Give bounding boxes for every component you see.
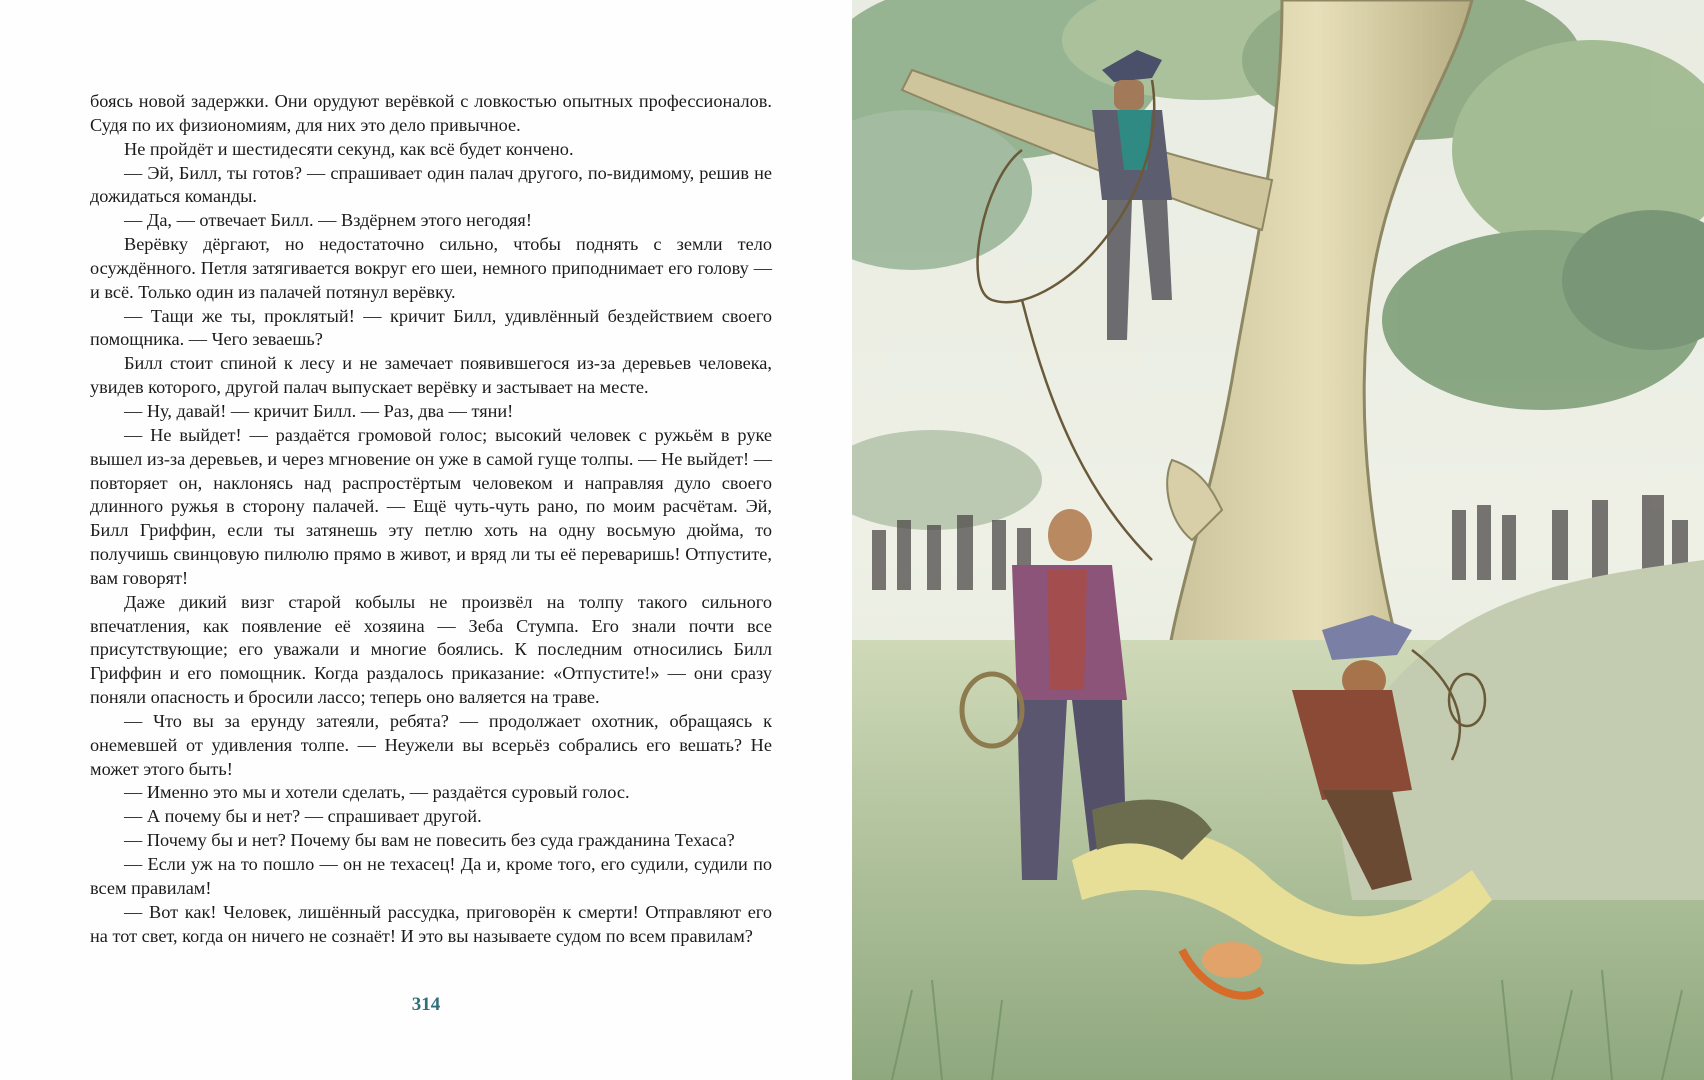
paragraph: — Тащи же ты, проклятый! — кричит Билл, удивлённый бездействием своего помощника. — Чего зеваешь? [90, 305, 772, 350]
paragraph: боясь новой задержки. Они орудуют верёвкой с ловкостью опытных профессионалов. Судя по их физиономиям, для них это дело привычное. [90, 91, 772, 135]
paragraph: — Что вы за ерунду затеяли, ребята? — продолжает охотник, обращаясь к онемевшей от удивления толпе. — Неужели вы всерьёз собрались его вешать? Не может этого быть! [90, 710, 772, 779]
illustration-page [852, 0, 1704, 1080]
paragraph: — Не выйдет! — раздаётся громовой голос; высокий человек с ружьём в руке вышел из-за деревьев, и через мгновение он уже в самой гуще толпы. — Не выйдет! — повторяет он, наклонясь над распростёртым человеком и направляя дуло своего длинного ружья в сторону палачей. — Ещё чуть-чуть рано, по моим расчётам. Эй, Билл Гриффин, если ты затянешь эту петлю хоть на одну восьмую дюйма, то получишь свинцовую пилюлю прямо в живот, и вряд ли ты её переваришь! Отпустите, вам говорят! [90, 424, 772, 588]
paragraph: — Эй, Билл, ты готов? — спрашивает один палач другого, по-видимому, решив не дожидаться команды. [90, 162, 772, 207]
paragraph: — А почему бы и нет? — спрашивает другой. [124, 806, 482, 827]
paragraph: Даже дикий визг старой кобылы не произвёл на толпу такого сильного впечатления, как появление её хозяина — Зеба Стумпа. Его знали почти все присутствующие; его уважали и многие боялись. К последним относились Билл Гриффин и его помощник. Когда раздалось приказание: «Отпустите!» — они сразу поняли опасность и бросили лассо; теперь оно валяется на траве. [90, 591, 772, 708]
hanging-scene-illustration [852, 0, 1704, 1080]
paragraph: — Если уж на то пошло — он не техасец! Да и, кроме того, его судили, судили по всем правилам! [90, 854, 772, 898]
paragraph: — Ну, давай! — кричит Билл. — Раз, два — тяни! [124, 400, 514, 421]
paragraph: — Именно это мы и хотели сделать, — раздаётся суровый голос. [124, 782, 630, 803]
page-number: 314 [411, 994, 441, 1015]
body-text [90, 90, 772, 948]
paragraph: Не пройдёт и шестидесяти секунд, как всё будет кончено. [124, 138, 574, 159]
paragraph: Верёвку дёргают, но недостаточно сильно, чтобы поднять с земли тело осуждённого. Петля затягивается вокруг его шеи, немного приподнимает его голову — и всё. Только один из палачей потянул верёвку. [90, 234, 772, 302]
paragraph: — Да, — отвечает Билл. — Вздёрнем этого негодяя! [124, 210, 532, 231]
paragraph: — Почему бы и нет? Почему бы вам не повесить без суда гражданина Техаса? [124, 830, 735, 851]
paragraph: — Вот как! Человек, лишённый рассудка, приговорён к смерти! Отправляют его на тот свет, когда он ничего не сознаёт! И это вы называете судом по всем правилам? [90, 901, 772, 946]
paragraph: Билл стоит спиной к лесу и не замечает появившегося из-за деревьев человека, увидев которого, другой палач выпускает верёвку и застывает на месте. [90, 353, 772, 398]
